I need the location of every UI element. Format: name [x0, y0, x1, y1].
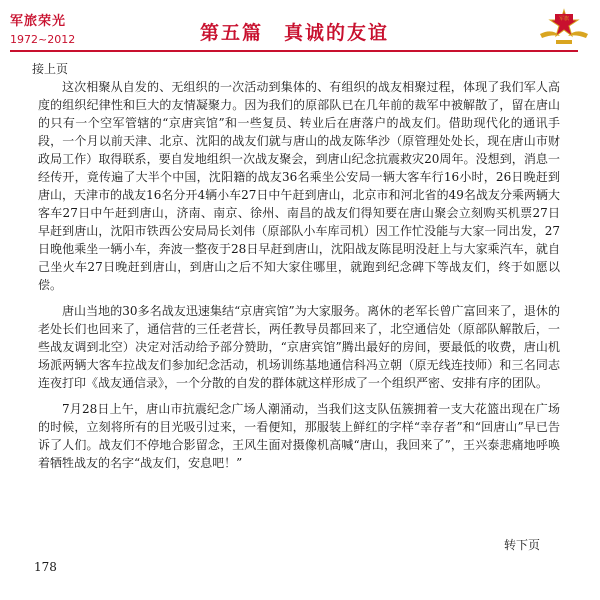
brand-title: 军旅荣光 — [10, 14, 67, 29]
brand-block — [10, 10, 75, 46]
page-number: 178 — [34, 560, 57, 574]
paragraph-2: 唐山当地的30多名战友迅速集结“京唐宾馆”为大家服务。离休的老军长曾广富回来了，退休的老处长们也回来了，通信营的三任老营长，两任教导员都回来了，北空通信处（原部队解散后，一些战友调到北空）决定对活动给予部分赞助，“京唐宾馆”腾出最好的房间，要最低的收费，唐山机场派两辆大客车拉战友们参加纪念活动，机场训练基地通信科冯立朝（原无线连技师）和三名同志连夜打印《战友通信录》，一个分散的自发的群体就这样形成了一个组织严密、安排有序的团队。 — [38, 304, 560, 390]
army-emblem-icon — [538, 4, 590, 54]
emblem-star — [550, 10, 578, 36]
article-body — [32, 60, 560, 472]
paragraph-1: 这次相聚从自发的、无组织的一次活动到集体的、有组织的战友相聚过程，体现了我们军人高度的组织纪律性和巨大的友情凝聚力。因为我们的原部队已在几年前的裁军中被解散了，留在唐山的只有一个空军管辖的“京唐宾馆”和一些复员、转业后在唐落户的战友们。借助现代化的通讯手段，一个月以前天津、北京、沈阳的战友们就与唐山的战友陈华沙（原管理处处长，现在唐山市财政局工作）取得联系，要自发地组织一次战友聚会，到唐山纪念抗震救灾20周年。没想到，消息一经传开，竟传遍了大半个中国，沈阳籍的战友36名乘坐公安局一辆大客车行16小时，26日晚赶到唐山，天津市的战友16名分开4辆小车27日中午赶到唐山，北京市和河北省的49名战友分乘两辆大客车27日中午赶到唐山，济南、南京、徐州、南昌的战友们得知要在唐山聚会立刻购买机票27日早赶到唐山，沈阳市铁西公安局局长刘伟（原部队小车库司机）因工作忙没能与大家一同出发，27日晚他乘坐一辆小车，奔波一整夜于28日早赶到唐山，沈阳战友陈昆明没赶上与大家乘汽车，就自己坐火车27日晚赶到唐山，到唐山之后不知大家住哪里，就跑到纪念碑下等战友们，终于如愿以偿。 — [38, 80, 560, 292]
page-header — [0, 0, 600, 58]
brand-years: 1972~2012 — [10, 33, 76, 46]
emblem-label: 军旗 — [558, 15, 570, 22]
chapter-title: 第五篇 真诚的友谊 — [200, 22, 390, 44]
paragraph-3: 7月28日上午，唐山市抗震纪念广场人潮涌动，当我们这支队伍簇拥着一支大花篮出现在广场的时候，立刻将所有的目光吸引过来，一看便知，那服装上鲜红的字样“幸存者”和“回唐山”早已告诉了人们。战友们不停地合影留念，王风生面对摄像机高喊“唐山，我回来了”，王兴泰悲痛地呼唤着牺牲战友的名字“战友们，安息吧！” — [38, 402, 560, 470]
header-divider — [10, 50, 578, 52]
continued-from-label: 接上页 — [32, 62, 69, 76]
emblem-base — [556, 40, 572, 44]
continued-next-label: 转下页 — [503, 538, 540, 552]
